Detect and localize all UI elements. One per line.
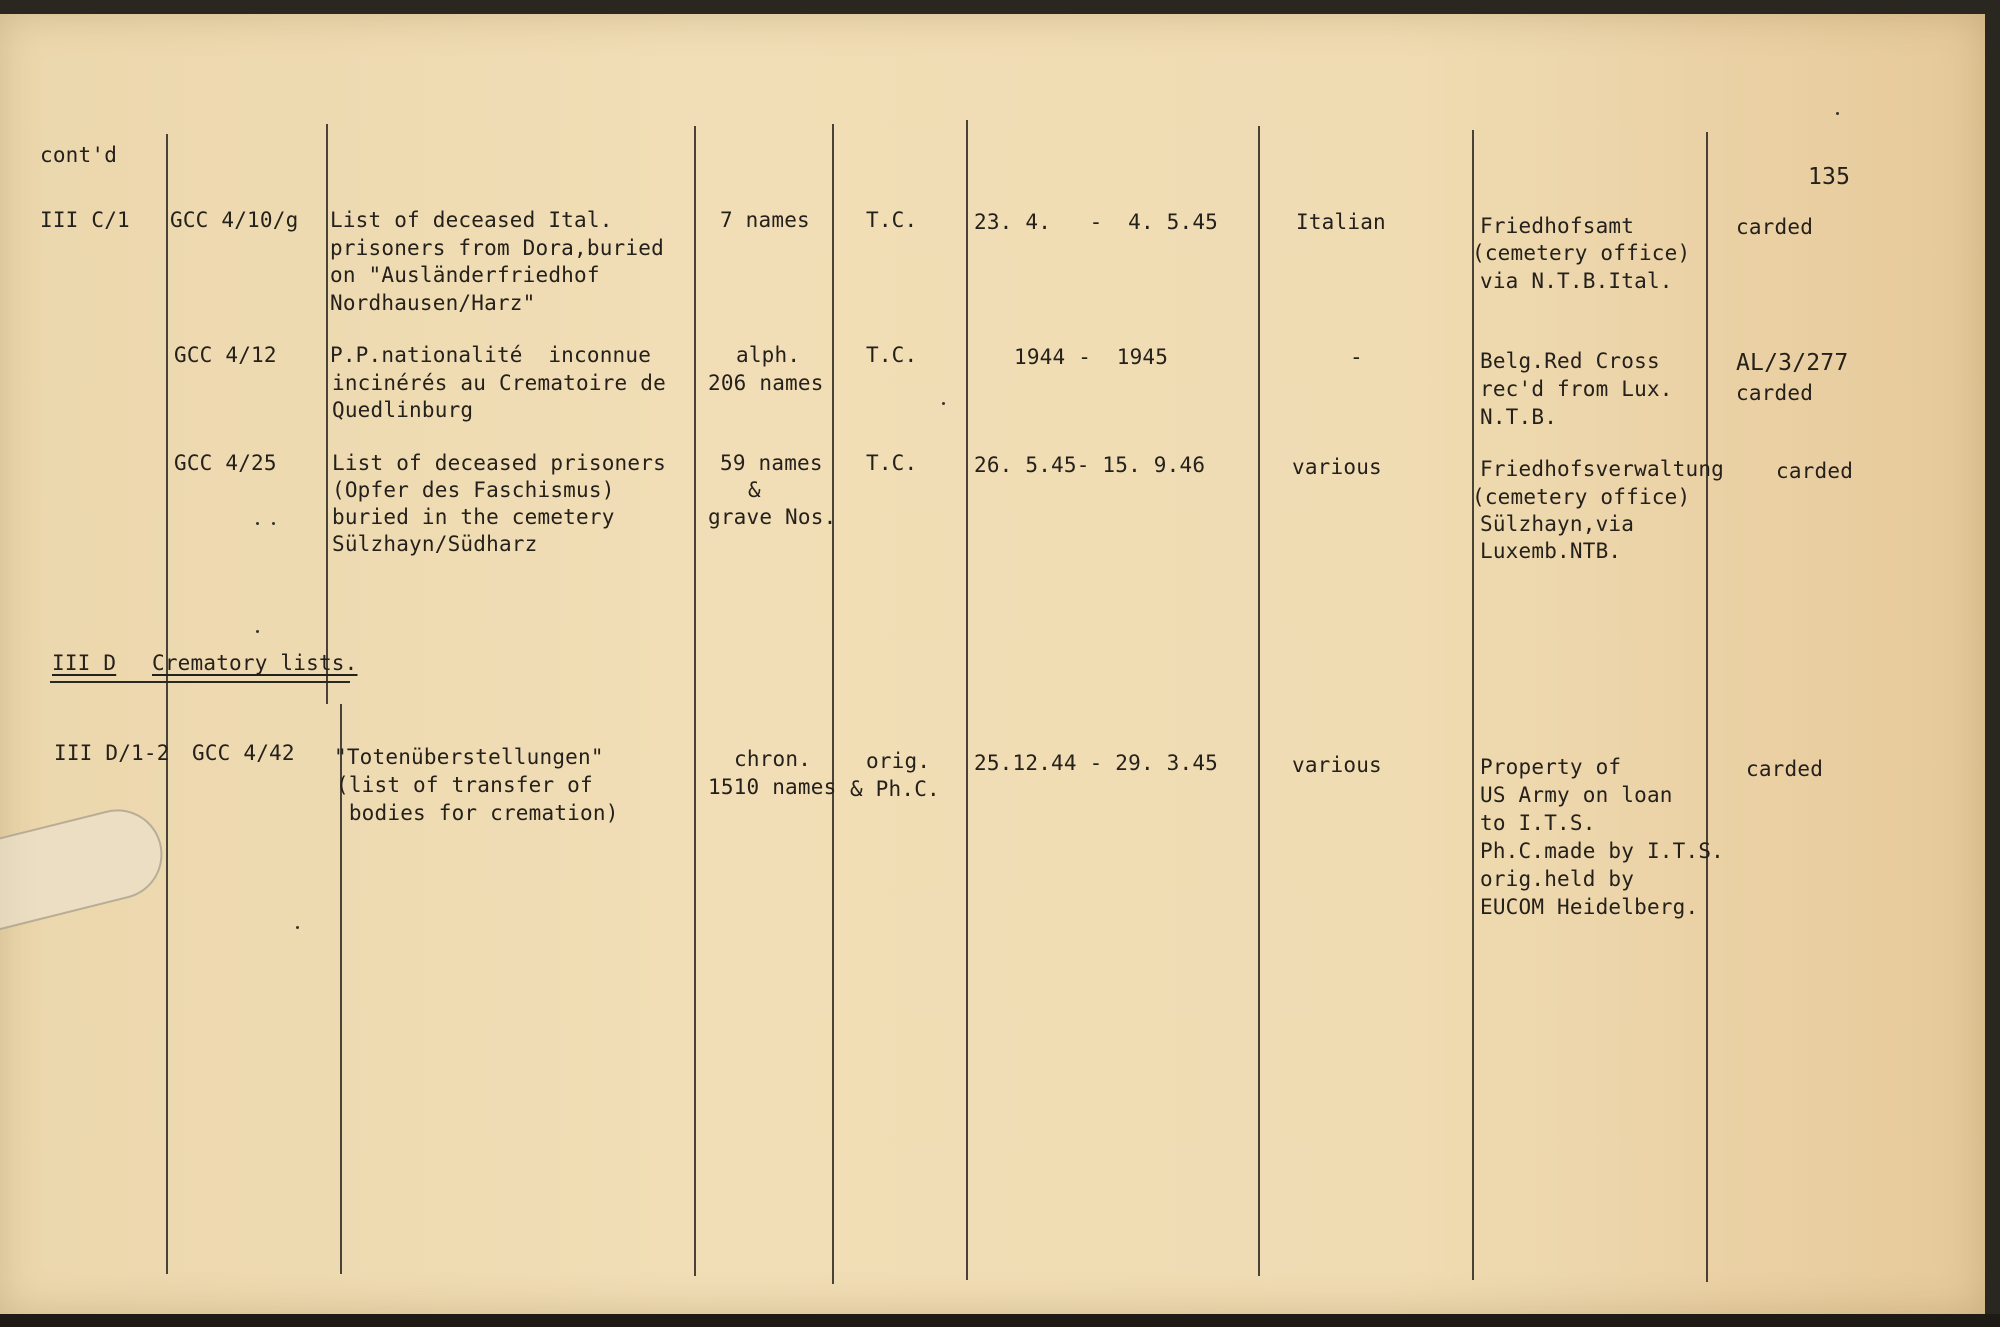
status: carded — [1736, 381, 1814, 405]
description-line: buried in the cemetery — [332, 505, 615, 529]
date-range: 25.12.44 - 29. 3.45 — [974, 751, 1219, 775]
index-tab — [0, 800, 172, 934]
description-line: Quedlinburg — [332, 398, 474, 422]
description-line: Nordhausen/Harz" — [330, 291, 536, 315]
source-line: Friedhofsamt — [1480, 214, 1635, 238]
column-rule-2 — [326, 124, 328, 704]
date-range: 26. 5.45- 15. 9.46 — [974, 453, 1206, 477]
continued-label: cont'd — [40, 143, 118, 167]
column-rule-3 — [694, 126, 696, 1276]
nationality: - — [1350, 345, 1363, 369]
ink-speck — [256, 522, 259, 525]
description-line: incinérés au Crematoire de — [332, 371, 666, 395]
gcc-number: GCC 4/12 — [174, 343, 277, 367]
source-line: Belg.Red Cross — [1480, 349, 1660, 373]
record-ref: III D/1-2 — [54, 741, 170, 765]
description-line: Sülzhayn/Südharz — [332, 532, 538, 556]
date-range: 23. 4. - 4. 5.45 — [974, 210, 1219, 234]
status: carded — [1736, 215, 1814, 239]
quantity: 1510 names — [708, 775, 837, 799]
source-line: US Army on loan — [1480, 783, 1673, 807]
nationality: various — [1292, 753, 1382, 777]
quantity: grave Nos. — [708, 505, 837, 529]
source-line: (cemetery office) — [1472, 241, 1691, 265]
column-rule-5 — [966, 120, 968, 1280]
source-line: Ph.C.made by I.T.S. — [1480, 839, 1725, 863]
page-number: 135 — [1808, 164, 1851, 190]
archive-card-page — [0, 14, 1985, 1314]
description-line: (Opfer des Faschismus) — [332, 478, 615, 502]
status: carded — [1746, 757, 1824, 781]
description-line: (list of transfer of — [336, 773, 593, 797]
ink-speck — [1836, 112, 1839, 115]
quantity: chron. — [734, 747, 812, 771]
record-ref: III C/1 — [40, 208, 130, 232]
section-title: Crematory lists. — [152, 651, 358, 675]
archive-ref: AL/3/277 — [1736, 350, 1849, 376]
page-bottom-edge — [0, 1314, 2000, 1327]
nationality: Italian — [1296, 210, 1386, 234]
ink-speck — [272, 522, 275, 525]
quantity: 59 names — [720, 451, 823, 475]
ink-speck — [296, 926, 299, 929]
quantity: alph. — [736, 343, 801, 367]
source-line: Luxemb.NTB. — [1480, 539, 1622, 563]
copy-type: & Ph.C. — [850, 777, 940, 801]
quantity: & — [748, 478, 761, 502]
source-line: Property of — [1480, 755, 1622, 779]
ink-speck — [942, 402, 945, 405]
description-line: List of deceased Ital. — [330, 208, 613, 232]
column-rule-6 — [1258, 126, 1260, 1276]
description-line: prisoners from Dora,buried — [330, 236, 664, 260]
source-line: to I.T.S. — [1480, 811, 1596, 835]
source-line: N.T.B. — [1480, 405, 1558, 429]
column-rule-4 — [832, 124, 834, 1284]
description-line: "Totenüberstellungen" — [334, 745, 604, 769]
gcc-number: GCC 4/10/g — [170, 208, 299, 232]
source-line: Friedhofsverwaltung — [1480, 457, 1725, 481]
section-underline — [50, 681, 350, 683]
section-code: III D — [52, 651, 117, 675]
date-range: 1944 - 1945 — [1014, 345, 1169, 369]
column-rule-7 — [1472, 130, 1474, 1280]
source-line: rec'd from Lux. — [1480, 377, 1673, 401]
copy-type: T.C. — [866, 208, 918, 232]
source-line: via N.T.B.Ital. — [1480, 269, 1673, 293]
description-line: P.P.nationalité inconnue — [330, 343, 652, 367]
source-line: EUCOM Heidelberg. — [1480, 895, 1699, 919]
source-line: (cemetery office) — [1472, 485, 1691, 509]
column-rule-8 — [1706, 132, 1708, 1282]
gcc-number: GCC 4/25 — [174, 451, 277, 475]
quantity: 206 names — [708, 371, 824, 395]
copy-type: orig. — [866, 749, 931, 773]
description-line: on "Ausländerfriedhof — [330, 263, 600, 287]
copy-type: T.C. — [866, 451, 918, 475]
nationality: various — [1292, 455, 1382, 479]
source-line: orig.held by — [1480, 867, 1635, 891]
quantity: 7 names — [720, 208, 810, 232]
ink-speck — [256, 630, 259, 633]
description-line: List of deceased prisoners — [332, 451, 666, 475]
gcc-number: GCC 4/42 — [192, 741, 295, 765]
copy-type: T.C. — [866, 343, 918, 367]
source-line: Sülzhayn,via — [1480, 512, 1635, 536]
description-line: bodies for cremation) — [336, 801, 619, 825]
status: carded — [1776, 459, 1854, 483]
column-rule-1 — [166, 134, 168, 1274]
